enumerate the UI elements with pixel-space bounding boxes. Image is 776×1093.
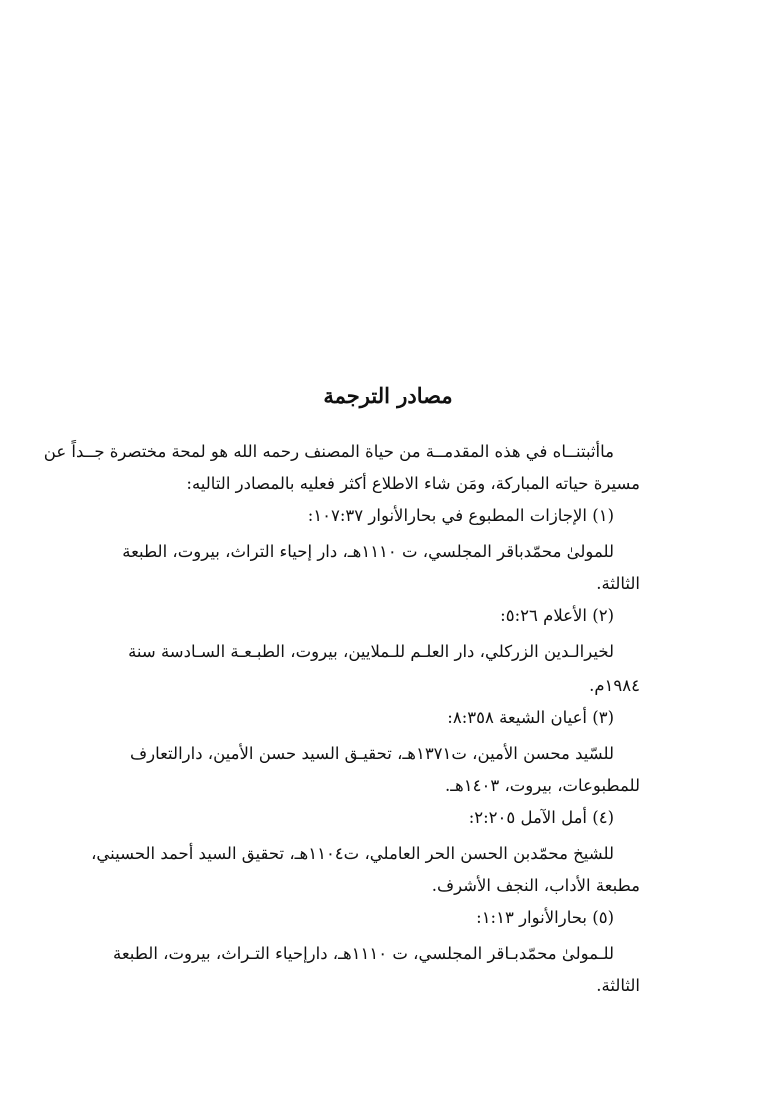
intro-line-2: مسيرة حياته المباركة، ومَن شاء الاطلاع أكثر فعليه بالمصادر التاليه:	[186, 474, 640, 493]
source-5-line-1: للـمولىٰ محمّدبـاقر المجلسي، ت ١١١٠هـ، دارإحياء التـراث، بيروت، الطبعة	[112, 944, 614, 963]
source-2-heading: (٢) الأعلام ٥:٢٦:	[500, 606, 614, 625]
source-2-line-2: ١٩٨٤م.	[589, 676, 640, 695]
source-4-heading: (٤) أمل الآمل ٢:٢٠٥:	[468, 808, 614, 827]
page-title: مصادر الترجمة	[323, 383, 453, 408]
intro-line-1: ماأثبتنــاه في هذه المقدمــة من حياة المصنف رحمه الله هو لمحة مختصرة جــداً عن	[43, 442, 614, 461]
source-5-heading: (٥) بحارالأنوار ١:١٣:	[476, 908, 614, 927]
source-2-line-1: لخيرالـدين الزركلي، دار العلـم للـملايين، بيروت، الطبـعـة السـادسة سنة	[128, 642, 614, 661]
source-1-line-2: الثالثة.	[596, 574, 640, 593]
source-3-line-1: للسّيد محسن الأمين، ت١٣٧١هـ، تحقيـق السيد حسن الأمين، دارالتعارف	[130, 744, 614, 763]
source-3-heading: (٣) أعيان الشيعة ٨:٣٥٨:	[447, 708, 614, 727]
source-1-heading: (١) الإجازات المطبوع في بحارالأنوار ١٠٧:٣٧:	[307, 506, 614, 525]
source-1-line-1: للمولىٰ محمّدباقر المجلسي، ت ١١١٠هـ، دار إحياء التراث، بيروت، الطبعة	[122, 542, 614, 561]
source-5-line-2: الثالثة.	[596, 976, 640, 995]
source-3-line-2: للمطبوعات، بيروت، ١٤٠٣هـ.	[444, 776, 640, 795]
source-4-line-2: مطبعة الأداب، النجف الأشرف.	[431, 876, 640, 895]
source-4-line-1: للشيخ محمّدبن الحسن الحر العاملي، ت١١٠٤هـ، تحقيق السيد أحمد الحسيني،	[91, 844, 614, 863]
